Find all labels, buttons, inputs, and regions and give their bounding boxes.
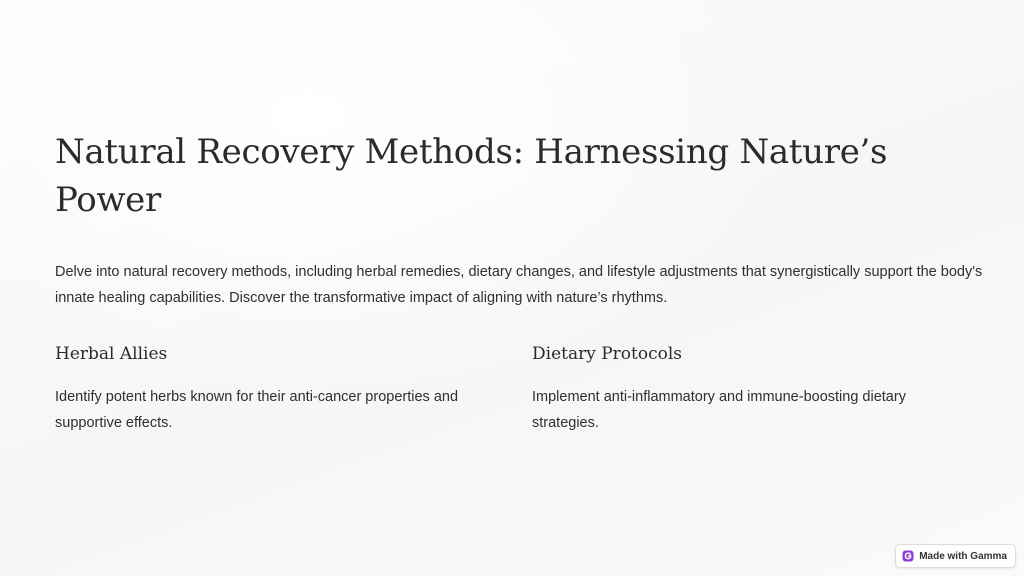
badge-label: Made with Gamma — [919, 550, 1007, 562]
column-text: Identify potent herbs known for their anti-cancer properties and supportive effects. — [55, 389, 459, 431]
gamma-logo-icon — [902, 550, 914, 562]
column-herbal-allies — [55, 340, 485, 436]
column-heading: Dietary Protocols — [532, 344, 683, 364]
made-with-gamma-badge[interactable] — [895, 544, 1016, 568]
page-title: Natural Recovery Methods: Harnessing Nature’s Power — [55, 132, 888, 220]
column-heading: Herbal Allies — [55, 344, 168, 364]
column-dietary-protocols — [532, 340, 962, 436]
intro-paragraph: Delve into natural recovery methods, including herbal remedies, dietary changes, and lifestyle adjustments that synergistically support the body's innate healing capabilities. Discover the transformative impact of aligning with nature’s rhythms. — [55, 264, 983, 306]
column-text: Implement anti-inflammatory and immune-boosting dietary strategies. — [532, 389, 906, 431]
